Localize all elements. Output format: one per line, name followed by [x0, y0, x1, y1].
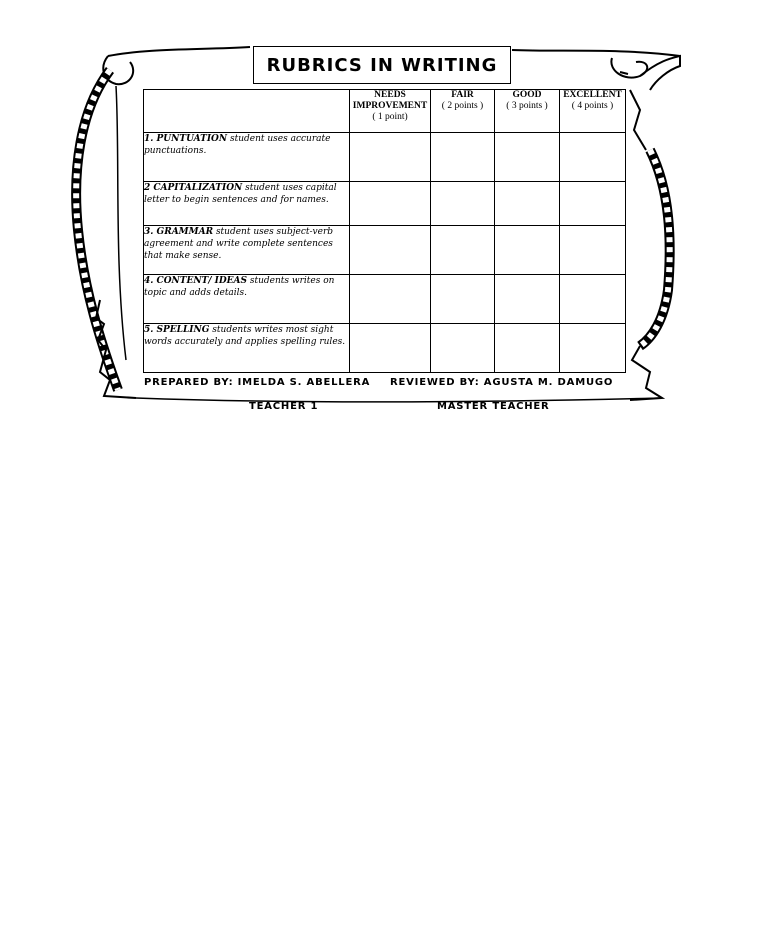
- criterion-name: 5. SPELLING: [144, 325, 210, 335]
- score-cell: [431, 226, 495, 275]
- preparer-position: TEACHER 1: [249, 401, 319, 412]
- score-cell: [495, 133, 560, 182]
- score-cell: [350, 324, 431, 373]
- criterion-description: student uses accurate punctuations.: [144, 134, 331, 156]
- criterion-grammar: [144, 226, 350, 275]
- criterion-description: student uses subject-verb agreement and write complete sentences that make sense.: [144, 227, 334, 261]
- header-fair: [431, 90, 495, 133]
- criterion-name: 3. GRAMMAR: [144, 227, 214, 237]
- criterion-name: 1. PUNTUATION: [144, 134, 228, 144]
- header-label: EXCELLENT: [563, 90, 622, 100]
- header-needs-improvement: [350, 90, 431, 133]
- score-cell: [560, 226, 626, 275]
- score-cell: [431, 182, 495, 226]
- criterion-capitalization: [144, 182, 350, 226]
- score-cell: [495, 226, 560, 275]
- score-cell: [560, 324, 626, 373]
- header-points: ( 2 points ): [441, 101, 484, 111]
- table-row: [144, 182, 626, 226]
- score-cell: [560, 182, 626, 226]
- header-points: ( 3 points ): [506, 101, 548, 111]
- rubric-table: [143, 89, 626, 373]
- criterion-description: students writes most sight words accurately and applies spelling rules.: [144, 325, 346, 347]
- table-row: [144, 133, 626, 182]
- page-title: RUBRICS IN WRITING: [266, 54, 498, 76]
- header-excellent: [560, 90, 626, 133]
- score-cell: [350, 182, 431, 226]
- table-row: [144, 275, 626, 324]
- header-blank-cell: [144, 90, 350, 133]
- criterion-content-ideas: [144, 275, 350, 324]
- score-cell: [495, 182, 560, 226]
- criterion-name: 4. CONTENT/ IDEAS: [144, 276, 248, 286]
- header-good: [495, 90, 560, 133]
- prepared-by: PREPARED BY: IMELDA S. ABELLERA: [144, 377, 371, 388]
- score-cell: [495, 275, 560, 324]
- reviewed-by: REVIEWED BY: AGUSTA M. DAMUGO: [390, 377, 614, 388]
- score-cell: [431, 275, 495, 324]
- score-cell: [560, 133, 626, 182]
- header-label: FAIR: [451, 90, 474, 100]
- score-cell: [431, 324, 495, 373]
- criterion-spelling: [144, 324, 350, 373]
- reviewer-position: MASTER TEACHER: [437, 401, 550, 412]
- header-points: ( 1 point): [372, 112, 408, 122]
- score-cell: [350, 275, 431, 324]
- header-label: NEEDS IMPROVEMENT: [352, 90, 428, 111]
- criterion-description: student uses capital letter to begin sentences and for names.: [144, 183, 337, 205]
- table-row: [144, 226, 626, 275]
- score-cell: [560, 275, 626, 324]
- criterion-name: 2 CAPITALIZATION: [144, 183, 243, 193]
- header-points: ( 4 points ): [571, 101, 614, 111]
- title-box: [253, 46, 511, 84]
- header-label: GOOD: [512, 90, 542, 100]
- header-row: [144, 90, 626, 133]
- criterion-description: students writes on topic and adds details.: [144, 276, 335, 298]
- score-cell: [495, 324, 560, 373]
- criterion-punctuation: [144, 133, 350, 182]
- score-cell: [350, 226, 431, 275]
- score-cell: [431, 133, 495, 182]
- score-cell: [350, 133, 431, 182]
- table-row: [144, 324, 626, 373]
